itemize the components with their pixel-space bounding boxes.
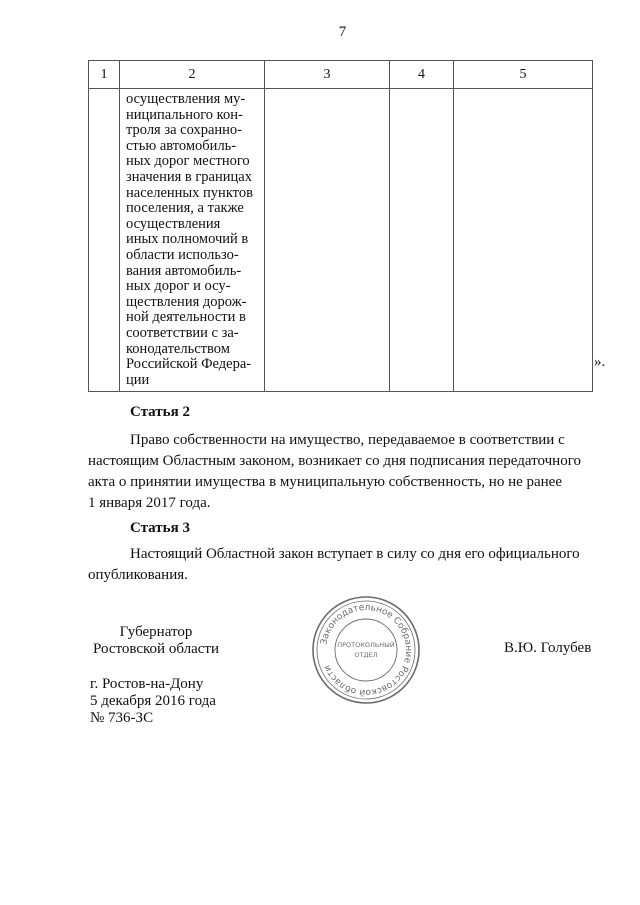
cell-description-line: осуществления му- xyxy=(126,91,246,107)
table-cell-description xyxy=(120,89,265,392)
header-cell-5: 5 xyxy=(454,61,593,89)
cell-description-line: Российской Федера- xyxy=(126,356,252,373)
cell-description-line: иных полномочий в xyxy=(126,231,249,248)
cell-description-line: поселения, а также xyxy=(126,200,244,217)
cell-description-line: осуществления xyxy=(126,215,221,232)
seal-ring-text: Законодательное Собрание Ростовской области xyxy=(319,602,414,698)
cell-description-line: троля за сохранно- xyxy=(126,122,242,139)
table-cell-empty xyxy=(454,89,593,392)
article-3-line: опубликования. xyxy=(88,567,188,583)
article-2-line: акта о принятии имущества в муниципальную собственность, но не ранее xyxy=(88,474,563,490)
cell-description-line: ществления дорож- xyxy=(126,293,247,310)
cell-description-line: значения в границах xyxy=(126,168,252,185)
place-date: 5 декабря 2016 года xyxy=(90,693,216,709)
article-2-line: настоящим Областным законом, возникает со дня подписания передаточного xyxy=(88,453,581,469)
table-row xyxy=(89,89,593,392)
table-cell-empty xyxy=(89,89,120,392)
cell-description-line: конодательством xyxy=(126,340,230,357)
article-2-line: Право собственности на имущество, передаваемое в соответствии с xyxy=(130,432,565,448)
cell-description-line: ных дорог местного xyxy=(126,153,250,170)
cell-description-line: вания автомобиль- xyxy=(126,262,242,279)
article-2-heading: Статья 2 xyxy=(130,404,190,420)
table-cell-empty xyxy=(390,89,454,392)
cell-description-line: ции xyxy=(126,371,150,388)
table-header-row xyxy=(89,61,593,89)
official-seal-stamp xyxy=(310,594,422,706)
seal-inner-ring xyxy=(317,601,415,699)
header-cell-2: 2 xyxy=(120,61,265,89)
signer-name: В.Ю. Голубев xyxy=(504,640,592,656)
place-date-number xyxy=(90,676,216,727)
header-cell-3: 3 xyxy=(265,61,390,89)
signer-title xyxy=(90,624,222,658)
cell-description-text xyxy=(120,89,264,391)
article-2-text xyxy=(88,430,608,514)
article-3-heading: Статья 3 xyxy=(130,520,190,536)
page-number: 7 xyxy=(338,24,347,40)
signer-title-line: Ростовской области xyxy=(93,641,219,657)
transfer-table xyxy=(88,60,593,392)
seal-center-ring xyxy=(335,619,397,681)
cell-description-line: ной деятельности в xyxy=(126,309,246,326)
article-3-line: Настоящий Областной закон вступает в силу со дня его официального xyxy=(130,546,580,562)
seal-center-line2: ОТДЕЛ xyxy=(354,651,378,659)
place-city: г. Ростов-на-Дону xyxy=(90,676,204,692)
closing-quote: ». xyxy=(594,354,606,370)
table-cell-empty xyxy=(265,89,390,392)
article-3-text xyxy=(88,544,608,586)
signer-title-line: Губернатор xyxy=(119,624,193,640)
law-number: № 736-ЗС xyxy=(90,710,154,726)
cell-description-line: населенных пунктов xyxy=(126,184,253,201)
header-cell-1: 1 xyxy=(89,61,120,89)
cell-description-line: ных дорог и осу- xyxy=(126,278,231,295)
cell-description-line: соответствии с за- xyxy=(126,324,239,341)
cell-description-line: ниципального кон- xyxy=(126,106,243,123)
seal-center-line1: ПРОТОКОЛЬНЫЙ xyxy=(337,641,395,649)
cell-description-line: области использо- xyxy=(126,246,239,263)
cell-description-line: стью автомобиль- xyxy=(126,137,237,154)
article-2-line: 1 января 2017 года. xyxy=(88,495,211,511)
header-cell-4: 4 xyxy=(390,61,454,89)
